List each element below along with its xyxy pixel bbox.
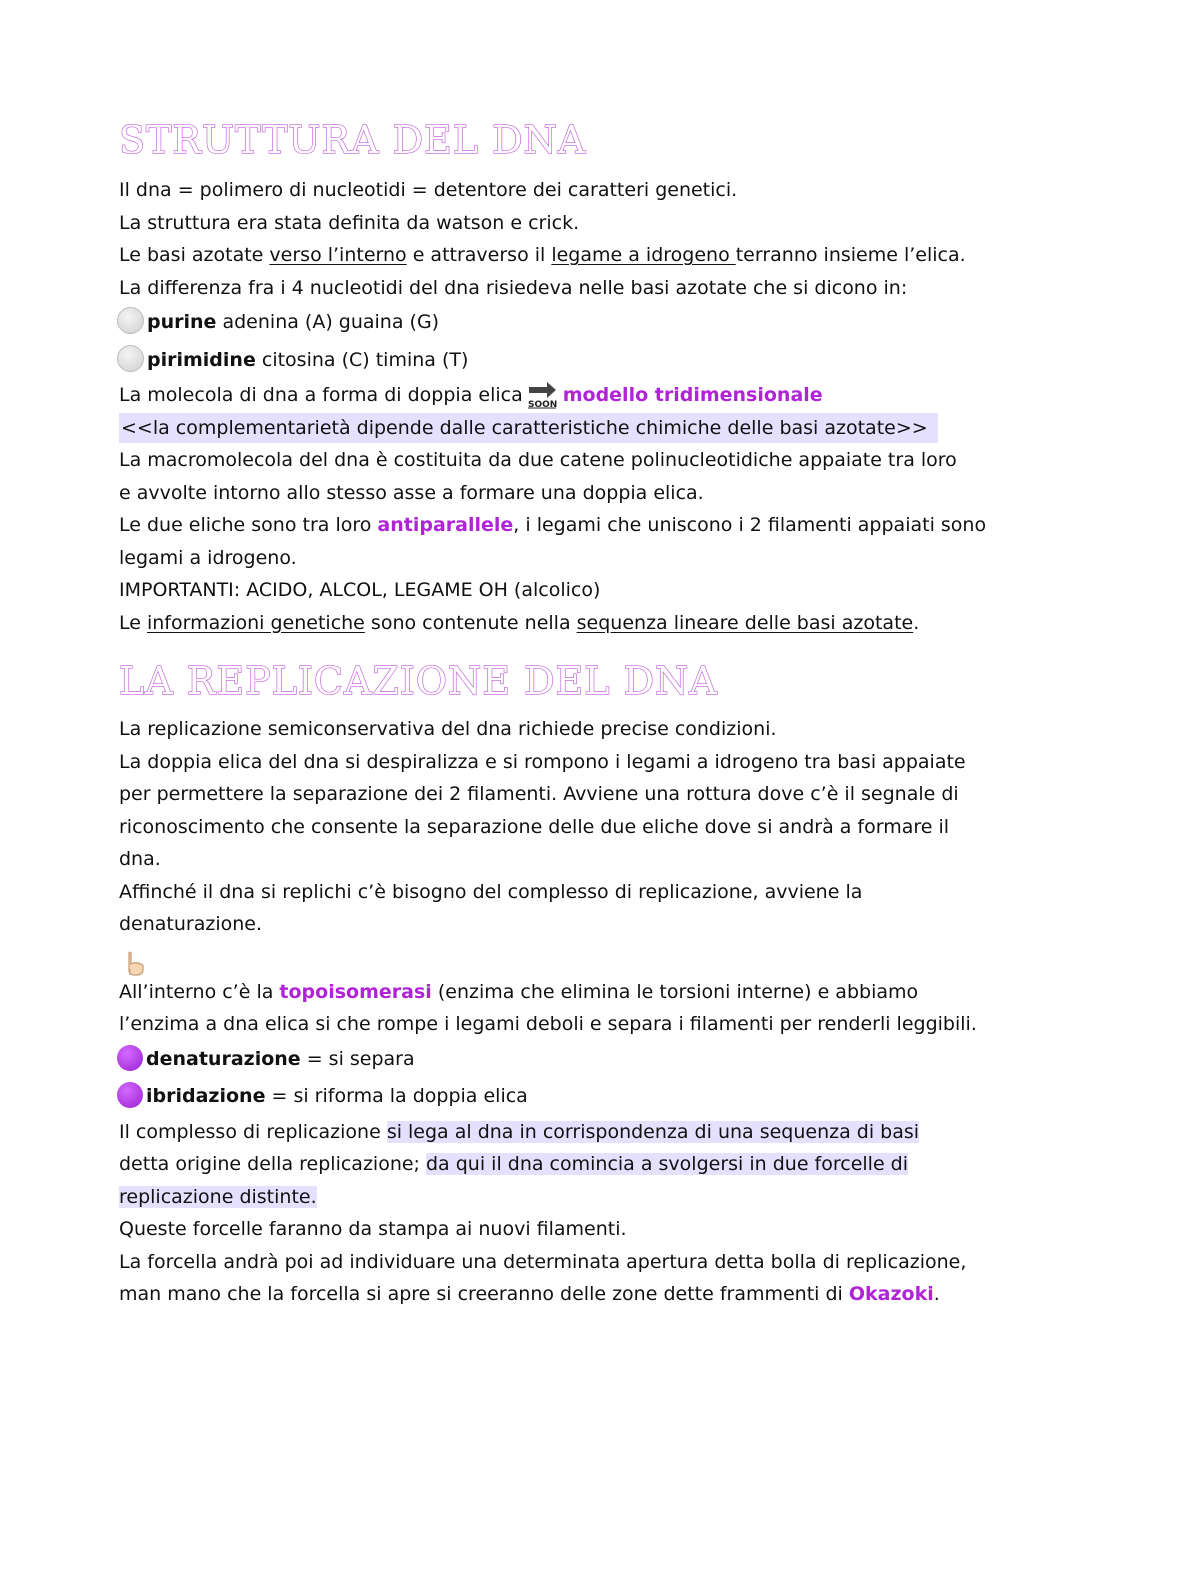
- text-span: Le: [119, 611, 147, 634]
- emoji-row: [119, 941, 1099, 976]
- text-span: (enzima che elimina le torsioni interne) e abbiamo: [431, 980, 919, 1003]
- bullet-item-purine: [119, 304, 1099, 342]
- paragraph-line: [119, 607, 1099, 640]
- paragraph-line: La differenza fra i 4 nucleotidi del dna risiedeva nelle basi azotate che si dicono in:: [119, 276, 908, 299]
- text-span: man mano che la forcella si apre si creeranno delle zone dette frammenti di: [119, 1283, 849, 1305]
- paragraph-line: [119, 976, 1099, 1009]
- paragraph-line: per permettere la separazione dei 2 filamenti. Avviene una rottura dove c’è il segnale di: [119, 783, 959, 805]
- text-span: Il complesso di replicazione: [119, 1120, 387, 1143]
- paragraph-line: dna.: [119, 848, 161, 870]
- paragraph-line: riconoscimento che consente la separazione delle due eliche dove si andrà a formare il: [119, 815, 950, 838]
- paragraph-line: [119, 239, 1099, 272]
- grey-circle-icon: [117, 345, 144, 372]
- highlighted-line: [119, 412, 1099, 445]
- paragraph-line: [119, 509, 1099, 542]
- text-span: .: [933, 1283, 940, 1305]
- paragraph-line: La forcella andrà poi ad individuare una determinata apertura detta bolla di replicazione,: [119, 1250, 967, 1273]
- keyword-topoisomerasi: topoisomerasi: [279, 980, 432, 1003]
- bullet-text: adenina (A) guaina (G): [216, 311, 440, 333]
- paragraph-line: La replicazione semiconservativa del dna richiede precise condizioni.: [119, 718, 777, 740]
- paragraph-line: [119, 1278, 1099, 1311]
- highlighted-text: si lega al dna in corrispondenza di una sequenza di basi: [386, 1120, 920, 1143]
- bullet-term: ibridazione: [146, 1085, 266, 1107]
- text-span: , i legami che uniscono i 2 filamenti appaiati sono: [513, 514, 987, 536]
- paragraph-line: La struttura era stata definita da watson e crick.: [119, 211, 580, 234]
- soon-label: SOON: [527, 400, 558, 409]
- bullet-item-pirimidine: [119, 342, 1099, 380]
- text-span: All’interno c’è la: [119, 980, 280, 1003]
- text-span: Le basi azotate: [119, 244, 270, 266]
- paragraph-line: La doppia elica del dna si despiralizza e si rompono i legami a idrogeno tra basi appaiate: [119, 750, 966, 773]
- keyword-modello: modello tridimensionale: [562, 384, 823, 406]
- underlined-text: legame a idrogeno: [551, 244, 736, 266]
- bullet-item-denaturazione: [119, 1041, 1099, 1079]
- grey-circle-icon: [117, 307, 144, 334]
- underlined-text: sequenza lineare delle basi azotate: [576, 611, 914, 634]
- purple-circle-icon: [117, 1082, 143, 1108]
- paragraph-line: l’enzima a dna elica si che rompe i legami deboli e separa i filamenti per renderli leggibili.: [119, 1013, 977, 1035]
- document-content: [119, 112, 1099, 1311]
- text-span: Le due eliche sono tra loro: [119, 514, 378, 536]
- text-span: detta origine della replicazione;: [119, 1153, 426, 1175]
- paragraph-line: Il dna = polimero di nucleotidi = detentore dei caratteri genetici.: [119, 179, 738, 201]
- underlined-text: verso l’interno: [269, 244, 407, 266]
- paragraph-line: [119, 1116, 1099, 1149]
- bullet-term: purine: [147, 311, 217, 333]
- bullet-text: = si separa: [300, 1047, 415, 1070]
- section-title-struttura: STRUTTURA DEL DNA: [119, 118, 587, 162]
- bullet-term: denaturazione: [146, 1047, 301, 1070]
- purple-circle-icon: [117, 1045, 143, 1071]
- highlighted-text: replicazione distinte.: [119, 1185, 317, 1208]
- paragraph-line: [119, 379, 1099, 412]
- bullet-term: pirimidine: [147, 348, 256, 371]
- bullet-text: citosina (C) timina (T): [255, 348, 469, 371]
- text-span: La molecola di dna a forma di doppia elica: [119, 384, 523, 406]
- text-span: e attraverso il: [406, 244, 552, 266]
- keyword-antiparallele: antiparallele: [377, 514, 514, 536]
- section-title-replicazione: LA REPLICAZIONE DEL DNA: [119, 659, 718, 703]
- paragraph-line: Affinché il dna si replichi c’è bisogno del complesso di replicazione, avviene la: [119, 880, 863, 903]
- paragraph-line: Queste forcelle faranno da stampa ai nuovi filamenti.: [119, 1218, 627, 1240]
- bullet-item-ibridazione: [119, 1078, 1099, 1116]
- text-span: .: [913, 611, 920, 634]
- bullet-text: = si riforma la doppia elica: [265, 1085, 528, 1107]
- underlined-text: informazioni genetiche: [146, 611, 365, 634]
- paragraph-line: IMPORTANTI: ACIDO, ALCOL, LEGAME OH (alcolico): [119, 579, 601, 601]
- keyword-okazoki: Okazoki: [848, 1283, 934, 1305]
- text-span: terranno insieme l’elica.: [735, 244, 966, 266]
- paragraph-line: denaturazione.: [119, 913, 263, 935]
- highlighted-quote: <<la complementarietà dipende dalle caratteristiche chimiche delle basi azotate>>: [119, 413, 938, 443]
- paragraph-line: e avvolte intorno allo stesso asse a formare una doppia elica.: [119, 481, 704, 504]
- text-span: sono contenute nella: [364, 611, 577, 634]
- paragraph-line: [119, 1148, 1099, 1181]
- paragraph-line: [119, 1181, 1099, 1214]
- highlighted-text: da qui il dna comincia a svolgersi in due forcelle di: [426, 1153, 909, 1175]
- paragraph-line: La macromolecola del dna è costituita da due catene polinucleotidiche appaiate tra loro: [119, 449, 957, 471]
- paragraph-line: legami a idrogeno.: [119, 546, 297, 569]
